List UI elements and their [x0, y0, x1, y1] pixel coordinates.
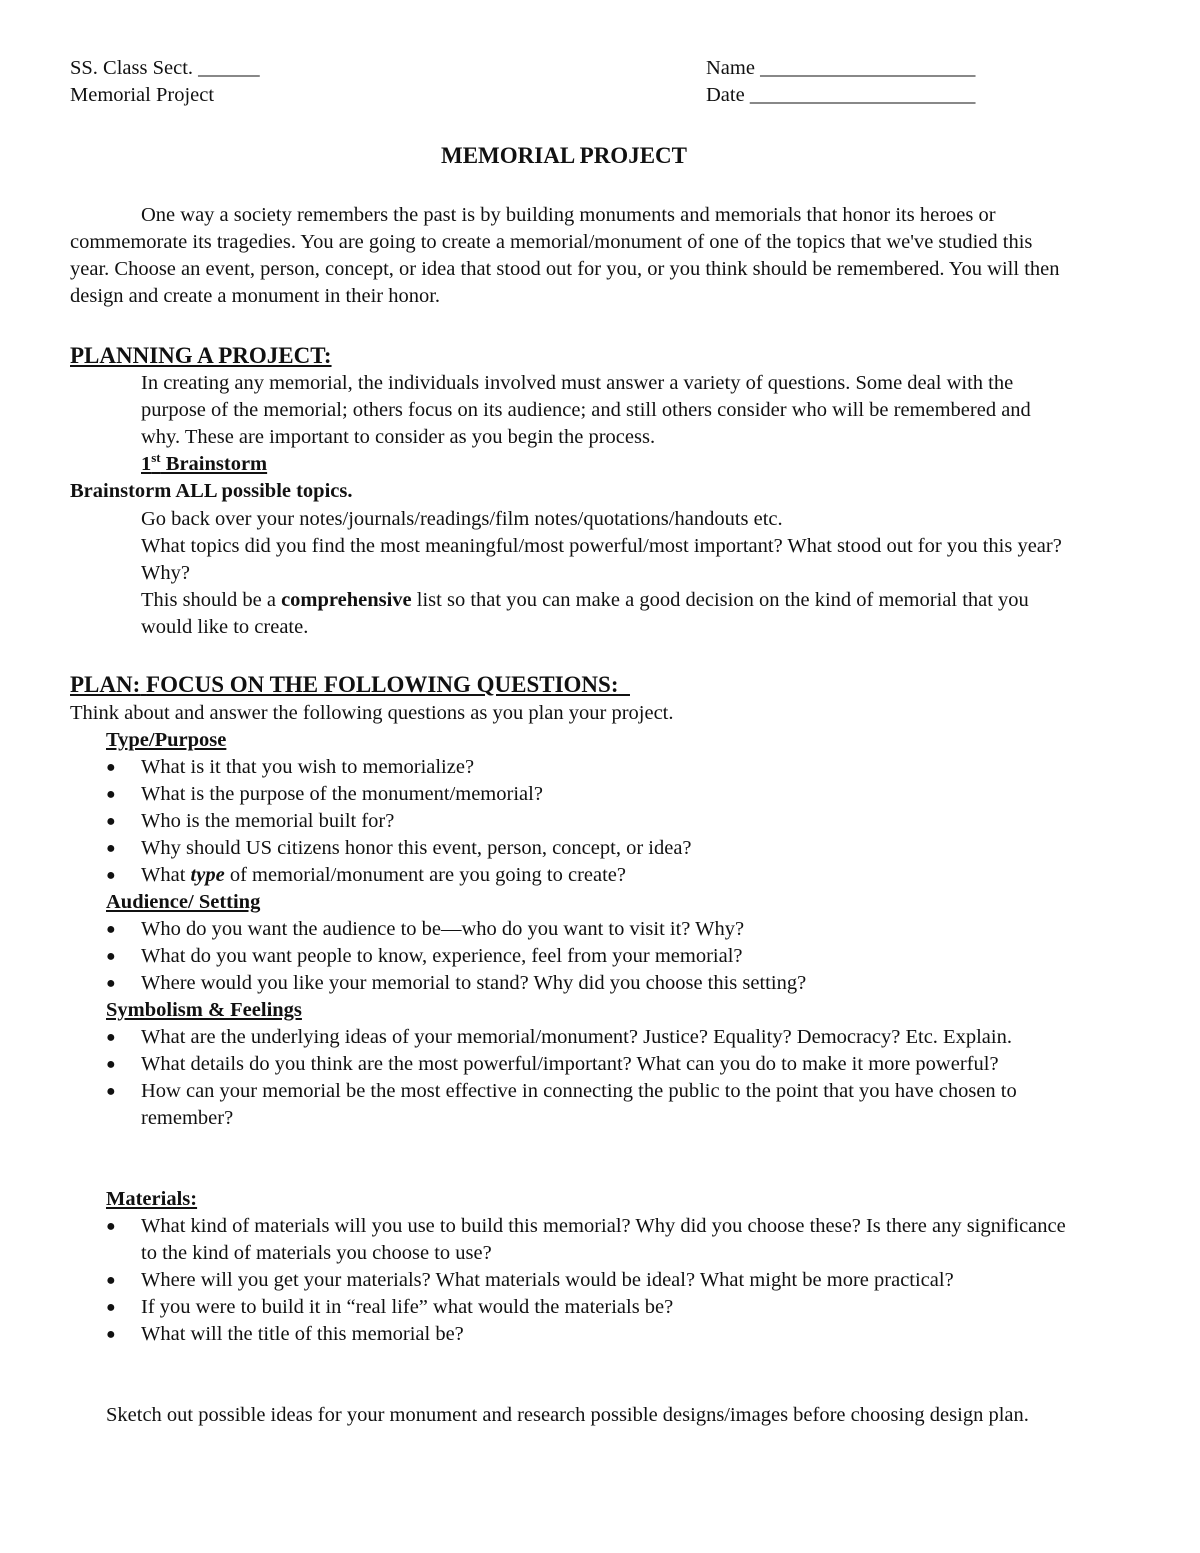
list-item: ● Where would you like your memorial to stand? Why did you choose this setting?	[106, 970, 1066, 997]
planning-text	[141, 370, 1066, 451]
bullet-icon: ●	[106, 948, 116, 965]
type-purpose-group	[106, 727, 1066, 889]
materials-group	[106, 1186, 1066, 1348]
list-item: ● What is the purpose of the monument/memorial?	[106, 781, 1066, 808]
bullet-icon: ●	[106, 1326, 116, 1343]
bullet-icon: ●	[106, 867, 116, 884]
project-label: Memorial Project	[70, 84, 215, 106]
list-item: ● If you were to build it in “real life” what would the materials be?	[106, 1294, 1066, 1321]
focus-label: FOCUS ON THE FOLLOWING QUESTIONS:	[146, 672, 619, 697]
list-item: ● What do you want people to know, experience, feel from your memorial?	[106, 943, 1066, 970]
brainstorm-number: 1st Brainstorm	[141, 450, 268, 475]
list-item: ● Who is the memorial built for?	[106, 808, 1066, 835]
list-item: ● What will the title of this memorial be?	[106, 1321, 1066, 1348]
list-item: ● How can your memorial be the most effective in connecting the public to the point that you have chosen to remember?	[106, 1080, 1017, 1129]
intro-paragraph	[70, 202, 1060, 310]
bullet-icon: ●	[106, 921, 116, 938]
brainstorm-subheading	[141, 451, 267, 478]
symbolism-feelings-label: Symbolism & Feelings	[106, 999, 302, 1021]
what-topics-line: What topics did you find the most meaningful/most powerful/most important? What stood out for you this year? Why?	[141, 535, 1062, 584]
list-item: ● Why should US citizens honor this event, person, concept, or idea?	[106, 835, 1066, 862]
materials-label: Materials:	[106, 1188, 198, 1210]
closing-paragraph	[106, 1402, 1066, 1429]
brainstorm-all-line: Brainstorm ALL possible topics.	[70, 480, 353, 502]
audience-setting-label: Audience/ Setting	[106, 891, 261, 913]
bullet-icon: ●	[106, 975, 116, 992]
plan-heading	[70, 670, 630, 700]
go-back-line: Go back over your notes/journals/readings/film notes/quotations/handouts etc.	[141, 508, 783, 530]
list-item: ● What details do you think are the most powerful/important? What can you do to make it more powerful?	[106, 1051, 1066, 1078]
list-item: ● What are the underlying ideas of your memorial/monument? Justice? Equality? Democracy? Etc. Explain.	[106, 1024, 1066, 1051]
planning-heading: PLANNING A PROJECT:	[70, 343, 332, 368]
list-item: ● What type of memorial/monument are you going to create?	[106, 862, 1066, 889]
name-field: Name _____________________	[706, 57, 976, 79]
plan-label: PLAN:	[70, 672, 141, 697]
comprehensive-line: This should be a comprehensive list so that you can make a good decision on the kind of memorial that you would like to create.	[141, 589, 1029, 638]
audience-setting-group	[106, 889, 1066, 997]
list-item: ● Who do you want the audience to be—who do you want to visit it? Why?	[106, 916, 1066, 943]
bullet-icon: ●	[106, 1218, 116, 1235]
closing-text: Sketch out possible ideas for your monument and research possible designs/images before choosing design plan.	[106, 1404, 1029, 1426]
page-title: MEMORIAL PROJECT	[441, 143, 687, 168]
list-item: ● Where will you get your materials? What materials would be ideal? What might be more practical?	[106, 1267, 1066, 1294]
symbolism-feelings-group	[106, 997, 1066, 1132]
bullet-icon: ●	[106, 786, 116, 803]
brainstorm-instructions	[141, 506, 1066, 641]
bullet-icon: ●	[106, 1029, 116, 1046]
bullet-icon: ●	[106, 813, 116, 830]
planning-paragraph: In creating any memorial, the individuals involved must answer a variety of questions. Some deal with the purpose of the memorial; others focus on its audience; and still others consider who will be remembered and why. These are important to consider as you begin the process.	[141, 372, 1031, 448]
bullet-icon: ●	[106, 840, 116, 857]
plan-intro: Think about and answer the following questions as you plan your project.	[70, 702, 674, 724]
bullet-icon: ●	[106, 1299, 116, 1316]
intro-text: One way a society remembers the past is by building monuments and memorials that honor its heroes or commemorate its tragedies. You are going to create a memorial/monument of one of the topics that we've studied this year. Choose an event, person, concept, or idea that stood out for you, or you think should be remembered. You will then design and create a monument in their honor.	[70, 204, 1060, 307]
bullet-icon: ●	[106, 759, 116, 776]
list-item: ● What kind of materials will you use to build this memorial? Why did you choose these? Is there any significance to the kind of materials you choose to use?	[106, 1215, 1066, 1264]
bullet-icon: ●	[106, 1272, 116, 1289]
type-purpose-label: Type/Purpose	[106, 729, 227, 751]
bullet-icon: ●	[106, 1083, 116, 1100]
class-section-line: SS. Class Sect. ______	[70, 57, 260, 79]
bullet-icon: ●	[106, 1056, 116, 1073]
list-item: ● What is it that you wish to memorialize?	[106, 754, 1066, 781]
date-field: Date ______________________	[706, 84, 976, 106]
